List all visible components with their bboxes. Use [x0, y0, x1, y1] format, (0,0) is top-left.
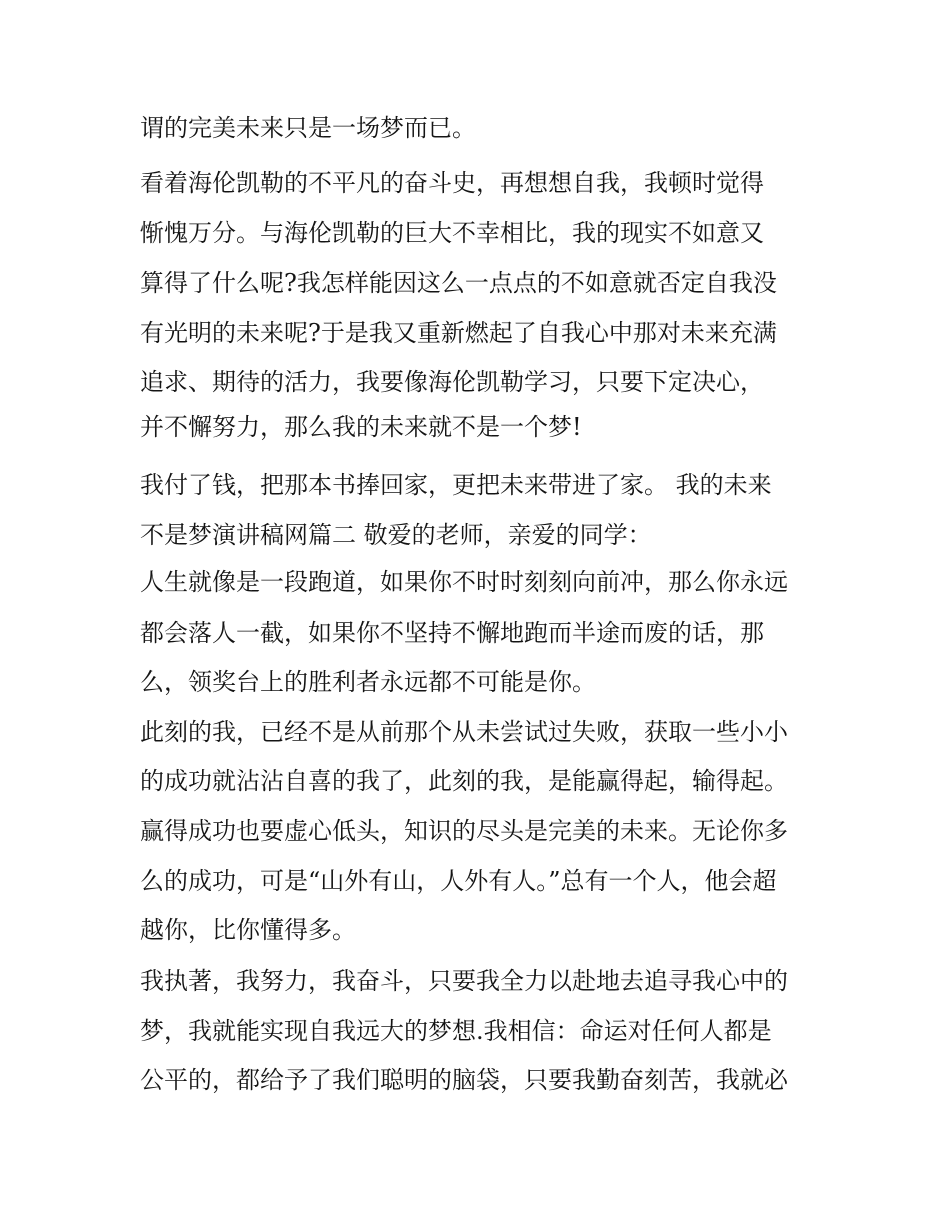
text-line: 谓的完美未来只是一场梦而已。 — [140, 114, 476, 142]
text-line: 越你，比你懂得多。 — [140, 916, 356, 944]
text-line: 有光明的未来呢?于是我又重新燃起了自我心中那对未来充满 — [140, 319, 777, 347]
text-line: 此刻的我，已经不是从前那个从未尝试过失败，获取一些小小 — [140, 718, 788, 746]
text-line: 我执著，我努力，我奋斗，只要我全力以赴地去追寻我心中的 — [140, 967, 788, 995]
text-line: 惭愧万分。与海伦凯勒的巨大不幸相比，我的现实不如意又 — [140, 219, 764, 247]
text-line: 追求、期待的活力，我要像海伦凯勒学习，只要下定决心， — [140, 368, 764, 396]
text-line: 么，领奖台上的胜利者永远都不可能是你。 — [140, 668, 596, 696]
text-line: 不是梦演讲稿网篇二 敬爱的老师，亲爱的同学： — [140, 521, 652, 549]
text-line: 赢得成功也要虚心低头，知识的尽头是完美的未来。无论你多 — [140, 817, 788, 845]
text-line: 么的成功，可是“山外有山，人外有人。”总有一个人，他会超 — [140, 867, 777, 895]
text-line: 人生就像是一段跑道，如果你不时时刻刻向前冲，那么你永远 — [140, 568, 788, 596]
text-line: 都会落人一截，如果你不坚持不懈地跑而半途而废的话，那 — [140, 619, 764, 647]
text-line: 并不懈努力，那么我的未来就不是一个梦! — [140, 413, 582, 441]
text-line: 我付了钱，把那本书捧回家，更把未来带进了家。 我的未来 — [140, 471, 772, 499]
text-line: 的成功就沾沾自喜的我了，此刻的我，是能赢得起，输得起。 — [140, 767, 788, 795]
text-line: 看着海伦凯勒的不平凡的奋斗史，再想想自我，我顿时觉得 — [140, 169, 764, 197]
text-line: 算得了什么呢?我怎样能因这么一点点的不如意就否定自我没 — [140, 269, 777, 297]
text-line: 公平的，都给予了我们聪明的脑袋，只要我勤奋刻苦，我就必 — [140, 1066, 788, 1094]
text-line: 梦，我就能实现自我远大的梦想.我相信：命运对任何人都是 — [140, 1017, 772, 1045]
